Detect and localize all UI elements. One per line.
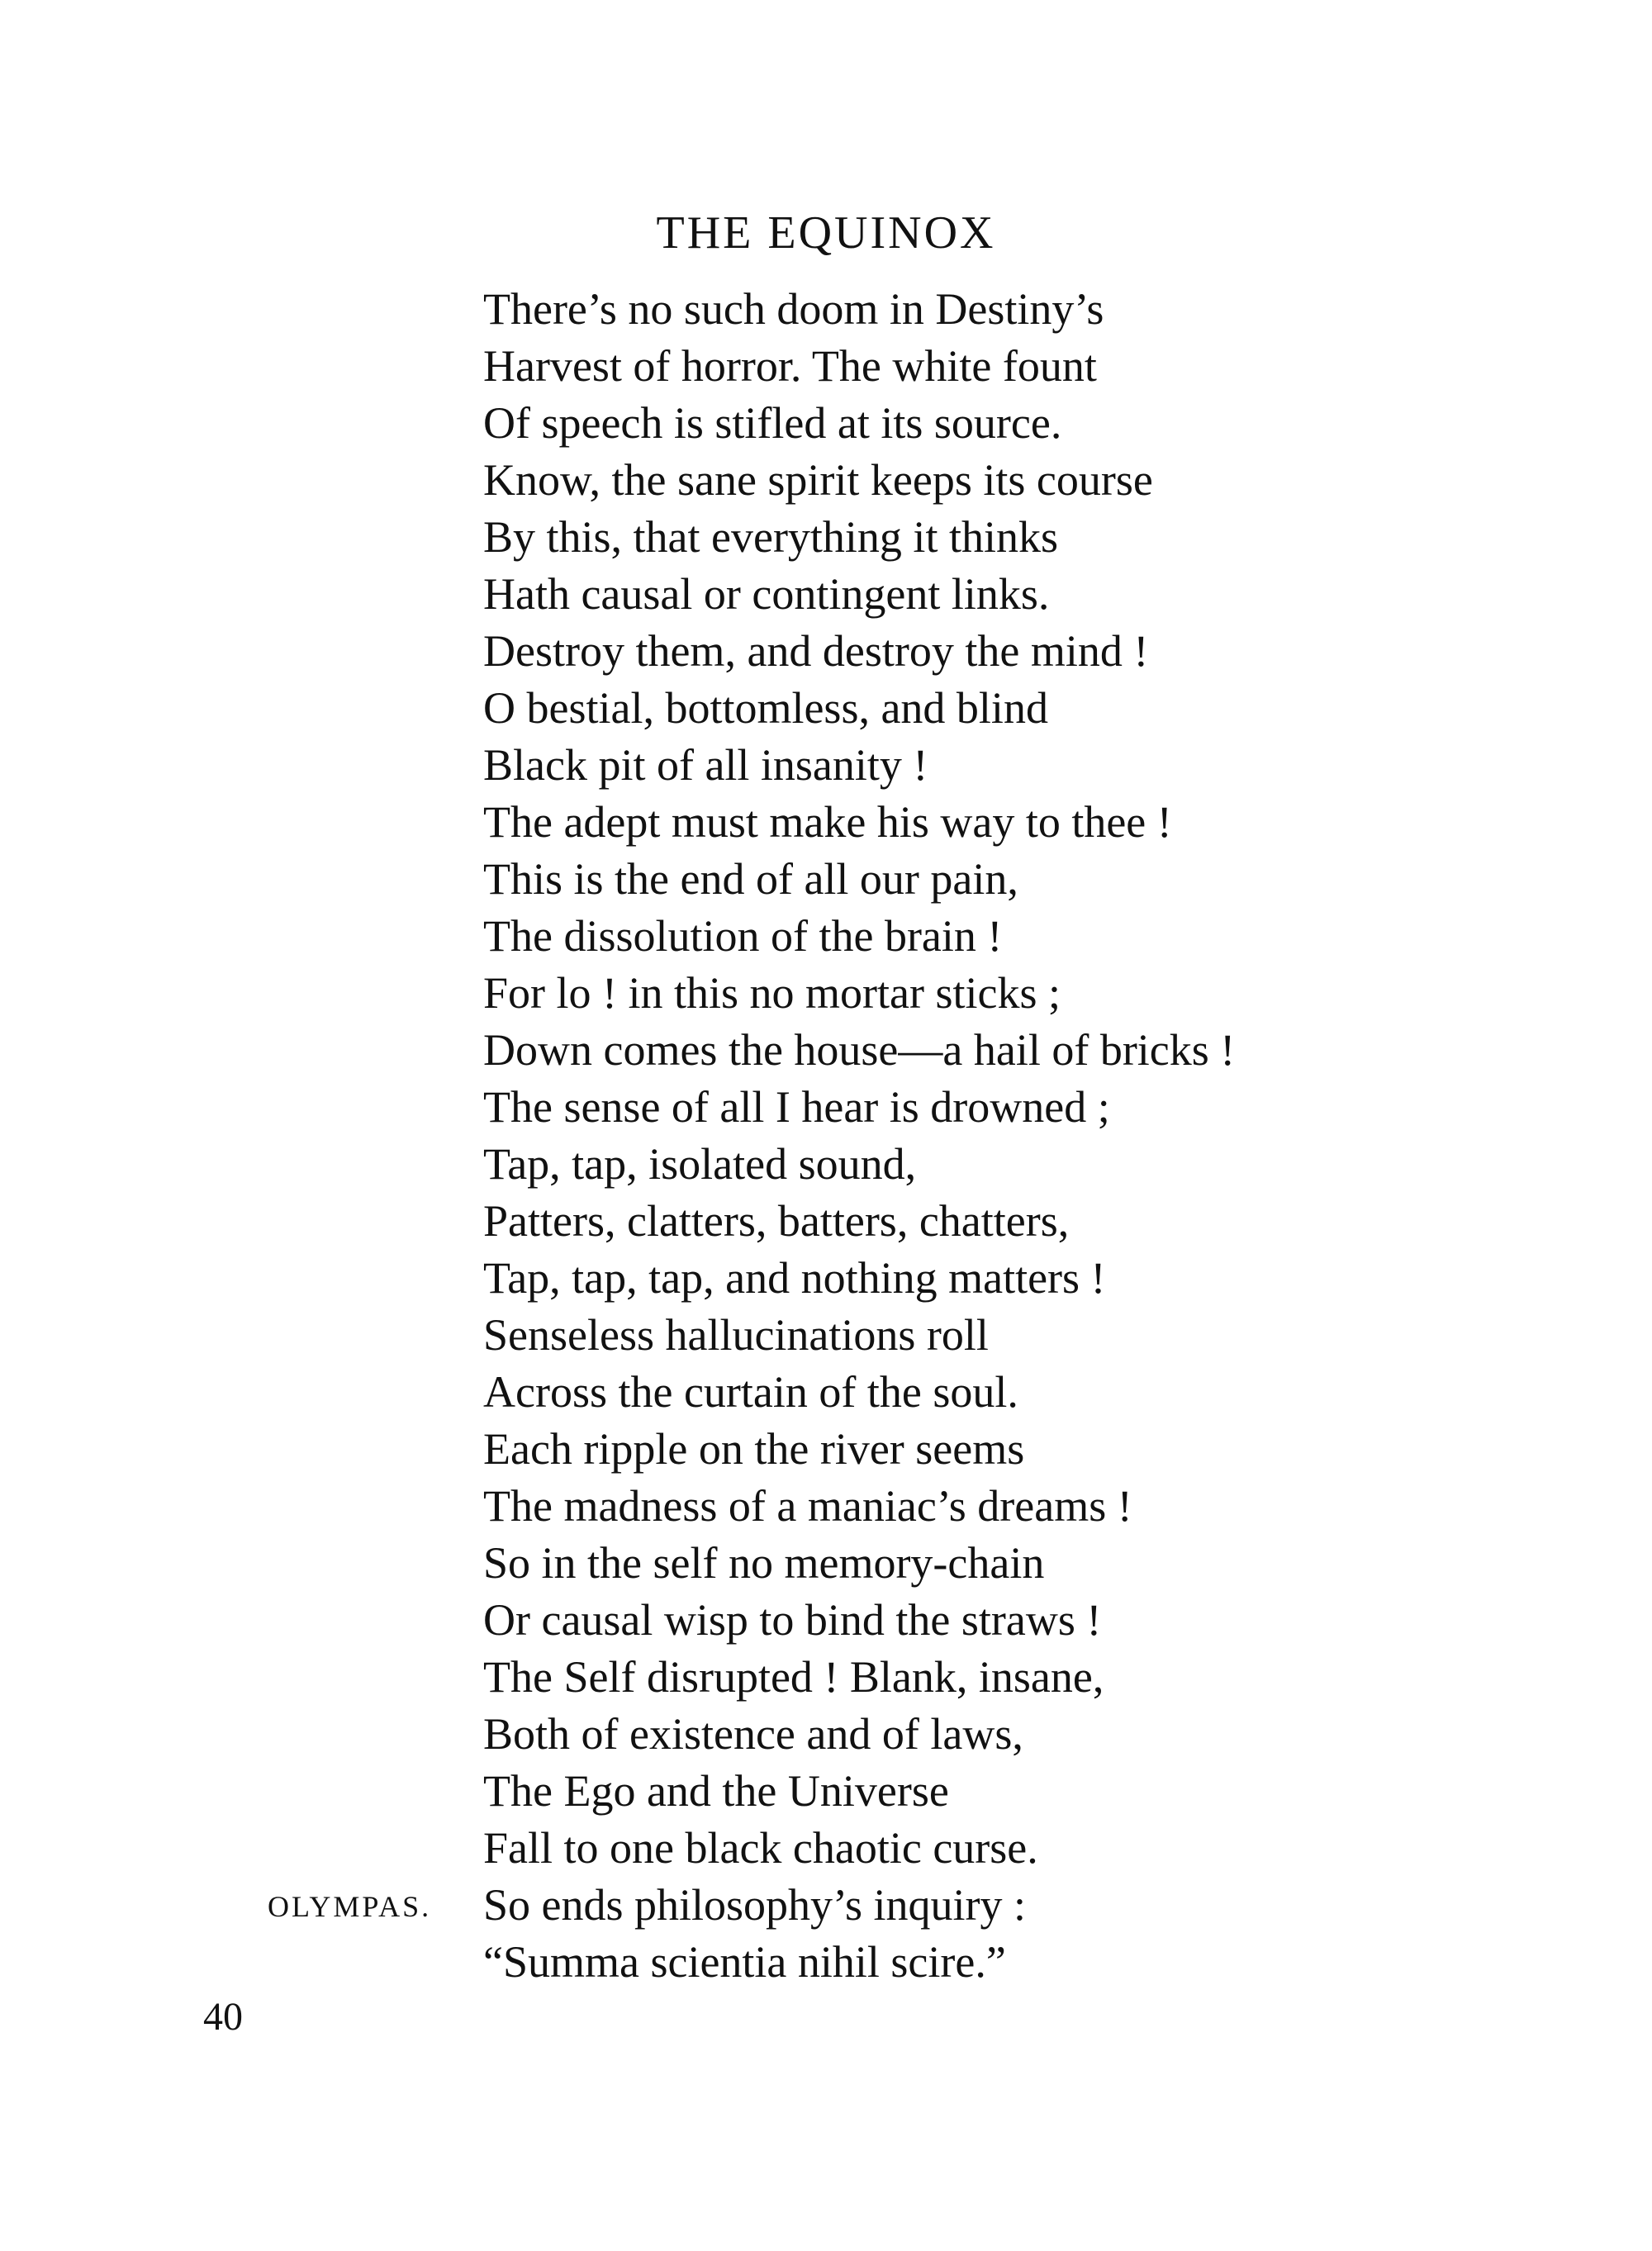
poem-line: The sense of all I hear is drowned ; [483,1082,1110,1132]
poem-line: Each ripple on the river seems [483,1424,1025,1474]
poem-line: Tap, tap, tap, and nothing matters ! [483,1253,1106,1303]
poem-line: For lo ! in this no mortar sticks ; [483,968,1061,1018]
poem-line: There’s no such doom in Destiny’s [483,284,1104,334]
speaker-label: OLYMPAS. [268,1890,432,1923]
poem-line: O bestial, bottomless, and blind [483,683,1048,733]
poem-line: This is the end of all our pain, [483,854,1018,904]
poem-line: Harvest of horror. The white fount [483,341,1097,391]
poem-line: “Summa scientia nihil scire.” [483,1937,1006,1987]
poem-line: The dissolution of the brain ! [483,911,1003,961]
poem-line: Fall to one black chaotic curse. [483,1823,1038,1873]
poem-line: So in the self no memory-chain [483,1538,1045,1588]
poem-line: Of speech is stifled at its source. [483,398,1062,448]
running-title: THE EQUINOX [656,207,996,259]
poem-line: The madness of a maniac’s dreams ! [483,1481,1132,1531]
page-number: 40 [203,1995,243,2039]
poem-line: The adept must make his way to thee ! [483,797,1172,847]
poem-line: The Self disrupted ! Blank, insane, [483,1652,1104,1702]
poem-line: The Ego and the Universe [483,1766,949,1816]
poem-body [483,281,1557,1991]
poem-line: Black pit of all insanity ! [483,740,928,790]
poem-line: Or causal wisp to bind the straws ! [483,1595,1102,1645]
poem-line: Destroy them, and destroy the mind ! [483,626,1149,676]
poem-line: By this, that everything it thinks [483,512,1058,562]
poem-line: Down comes the house—a hail of bricks ! [483,1025,1236,1075]
poem-line: Know, the sane spirit keeps its course [483,455,1153,505]
poem-line: Hath causal or contingent links. [483,569,1050,619]
poem-line: Tap, tap, isolated sound, [483,1139,917,1189]
poem-line: Patters, clatters, batters, chatters, [483,1196,1070,1246]
poem-line: Both of existence and of laws, [483,1709,1023,1759]
poem-line: So ends philosophy’s inquiry : [483,1880,1027,1930]
poem-line: Senseless hallucinations roll [483,1310,989,1360]
poem-line: Across the curtain of the soul. [483,1367,1018,1417]
